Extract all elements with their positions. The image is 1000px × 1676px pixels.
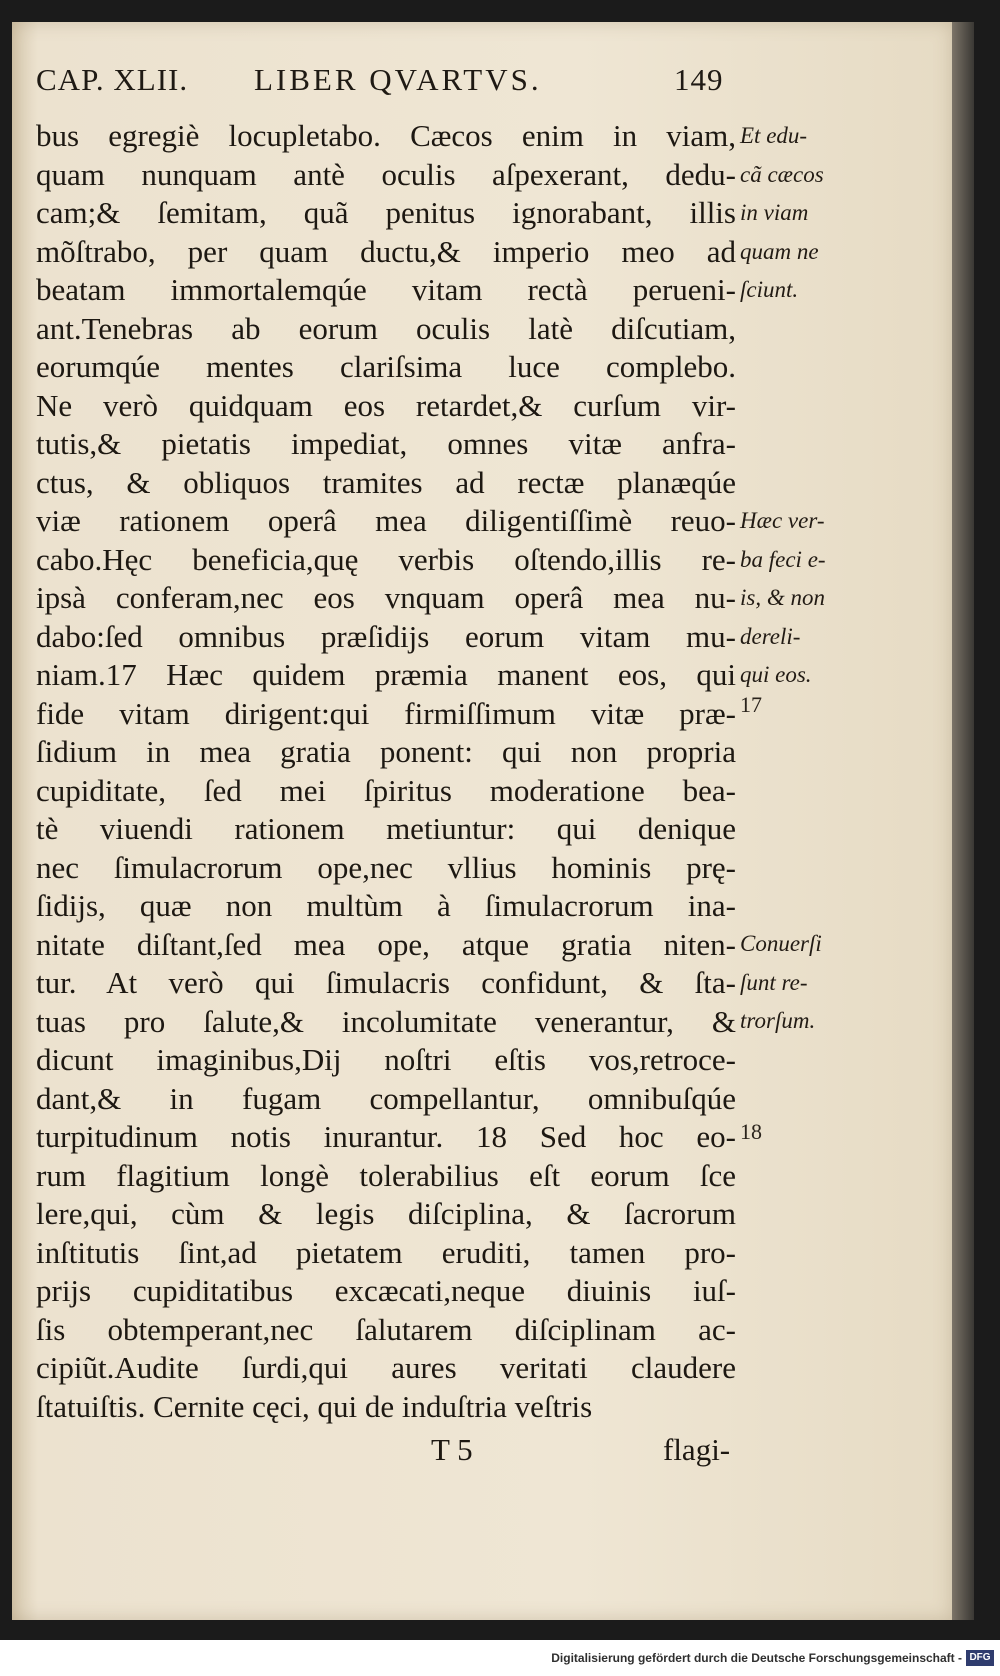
page-edge-shadow <box>952 22 974 1620</box>
text-line: quam nunquam antè oculis aſpexerant, dedu- <box>36 156 736 192</box>
marginal-note <box>740 502 826 695</box>
text-line: cipiũt.Audite ſurdi,qui aures veritati claudere <box>36 1350 736 1385</box>
marginal-note <box>740 925 822 1041</box>
marginal-note-line: trorſum. <box>740 1008 816 1033</box>
verse-number-marker: 18 <box>740 1119 762 1144</box>
text-line: ant.Tenebras ab eorum oculis latè diſcutiam, <box>36 310 736 346</box>
text-line: rum flagitium longè tolerabilius eſt eorum ſce <box>36 1157 736 1193</box>
text-line: lere,qui, cùm & legis diſciplina, & ſacrorum <box>36 1196 736 1231</box>
marginal-note-line: is, & non <box>740 585 825 610</box>
marginal-note-line: dereli- <box>740 623 801 649</box>
text-line: ſtatuiſtis. Cernite cęci, qui de induſtria veſtris <box>36 1388 593 1424</box>
text-line: ſidijs, quæ non multùm à ſimulacrorum ina- <box>36 888 736 923</box>
text-line: cupiditate, ſed mei ſpiritus moderatione bea- <box>36 772 736 808</box>
text-line: tuas pro ſalute,& incolumitate venerantur, & <box>36 1003 736 1039</box>
text-line: viæ rationem operâ mea diligentiſſimè reuo- <box>36 503 736 538</box>
marginal-note-line: Et edu- <box>740 123 808 148</box>
chapter-heading: CAP. XLII. <box>36 62 189 97</box>
text-line: ctus, & obliquos tramites ad rectæ planæqúe <box>36 464 736 500</box>
text-line: inſtitutis ſint,ad pietatem eruditi, tamen pro- <box>36 1234 736 1270</box>
marginal-note-line: Conuerſi <box>740 931 822 956</box>
marginal-note-line: ba feci e- <box>740 546 826 572</box>
catchline <box>36 1432 736 1472</box>
text-line: fide vitam dirigent:qui firmiſſimum vitæ præ- <box>36 695 736 731</box>
verse-number-marker: 17 <box>740 692 762 717</box>
marginal-note-line: quam ne <box>740 238 819 264</box>
book-title-heading: LIBER QVARTVS. <box>254 62 542 97</box>
marginal-note-line: qui eos. <box>740 662 812 687</box>
marginal-note-line: Hæc ver- <box>740 508 825 533</box>
text-line: cabo.Hęc beneficia,quę verbis oſtendo,illis re- <box>36 541 736 577</box>
text-line: dicunt imaginibus,Dij noſtri eſtis vos,retroce- <box>36 1042 736 1077</box>
text-line: nec ſimulacrorum ope,nec vllius hominis prę- <box>36 849 736 885</box>
marginal-note-line: cã cæcos <box>740 161 824 187</box>
marginal-note-line: in viam <box>740 200 809 225</box>
text-line: ipsà conferam,nec eos vnquam operâ mea nu- <box>36 580 736 615</box>
text-line: Ne verò quidquam eos retardet,& curſum vir- <box>36 387 736 423</box>
page-number: 149 <box>674 62 724 97</box>
text-line: dant,& in fugam compellantur, omnibuſqúe <box>36 1080 736 1116</box>
text-line: niam.17 Hæc quidem præmia manent eos, qui <box>36 657 736 692</box>
funding-credit: Digitalisierung gefördert durch die Deutsche Forschungsgemeinschaft - <box>551 1651 962 1665</box>
catchword: flagi- <box>663 1432 731 1467</box>
text-line: turpitudinum notis inurantur. 18 Sed hoc eo- <box>36 1119 736 1154</box>
text-line: tè viuendi rationem metiuntur: qui denique <box>36 811 736 846</box>
text-line: nitate diſtant,ſed mea ope, atque gratia niten- <box>36 926 736 962</box>
dfg-logo: DFG <box>966 1650 994 1666</box>
text-line: tur. At verò qui ſimulacris confidunt, & ſta- <box>36 965 736 1000</box>
text-line: ſidium in mea gratia ponent: qui non propria <box>36 734 736 769</box>
text-line: mõſtrabo, per quam ductu,& imperio meo ad <box>36 233 736 269</box>
main-text-block <box>36 117 736 1426</box>
text-line: eorumqúe mentes clariſsima luce complebo. <box>36 349 736 384</box>
text-line: beatam immortalemqúe vitam rectà perueni- <box>36 272 736 307</box>
text-line: prijs cupiditatibus excæcati,neque diuinis iuſ- <box>36 1273 736 1308</box>
marginal-note <box>740 117 824 310</box>
text-line: dabo:ſed omnibus præſidijs eorum vitam mu- <box>36 618 736 654</box>
text-line: bus egregiè locupletabo. Cæcos enim in viam, <box>36 118 736 153</box>
marginal-note-line: ſunt re- <box>740 969 808 995</box>
text-line: cam;& ſemitam, quã penitus ignorabant, illis <box>36 195 736 230</box>
text-line: ſis obtemperant,nec ſalutarem diſciplinam ac- <box>36 1311 736 1347</box>
digitization-footer <box>0 1648 1000 1676</box>
text-line: tutis,& pietatis impediat, omnes vitæ anfra- <box>36 426 736 461</box>
running-header <box>36 62 736 112</box>
signature-mark: T 5 <box>431 1432 473 1467</box>
marginal-note-line: ſciunt. <box>740 277 799 302</box>
